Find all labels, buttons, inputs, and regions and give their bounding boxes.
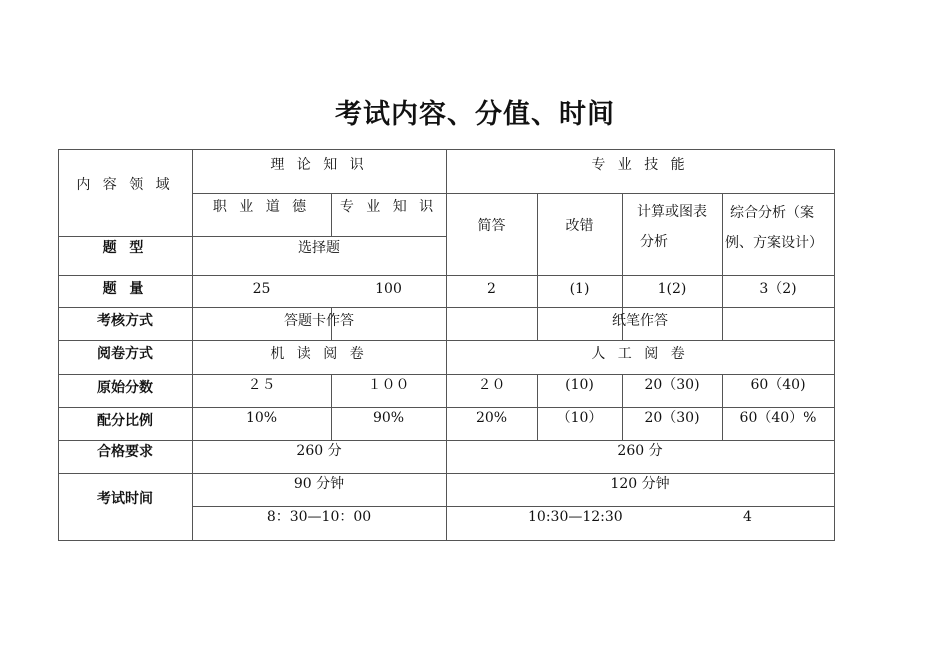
- skills-duration: 120 分钟: [610, 476, 670, 492]
- content-area-label: 内 容 领 域: [76, 177, 174, 193]
- table-border-right: [834, 149, 835, 541]
- table-cell: 20%: [475, 410, 508, 426]
- exam-method-skills: 纸笔作答: [612, 313, 668, 329]
- pass-requirement-label: 合格要求: [97, 444, 153, 460]
- theory-duration: 90 分钟: [293, 476, 345, 492]
- ethics-header: 职 业 道 德: [212, 199, 311, 215]
- table-cell: 3（2): [759, 281, 797, 297]
- table-cell: 90%: [372, 410, 405, 426]
- short-answer-header: 简答: [477, 218, 506, 234]
- table-cell: １００: [367, 377, 410, 393]
- theory-time-slot: 8：30—10：00: [266, 509, 372, 525]
- grading-method-theory: 机 读 阅 卷: [270, 346, 368, 362]
- exam-time-label: 考试时间: [97, 491, 153, 507]
- exam-method-label: 考核方式: [97, 313, 153, 329]
- knowledge-header: 专 业 知 识: [339, 199, 438, 215]
- table-cell: (1): [569, 281, 590, 297]
- question-type-label: 题 型: [102, 240, 148, 256]
- theory-knowledge-header: 理 论 知 识: [270, 157, 368, 173]
- calc-header-line2: 分析: [640, 234, 668, 250]
- grading-method-skills: 人 工 阅 卷: [591, 346, 689, 362]
- table-cell: ２５: [247, 377, 276, 393]
- grading-method-label: 阅卷方式: [97, 346, 153, 362]
- calc-header-line1: 计算或图表: [637, 204, 707, 220]
- comprehensive-header-line2: 例、方案设计）: [725, 235, 823, 251]
- skills-time-slot: 10:30—12:30: [528, 509, 623, 525]
- skills-time-extra: 4: [743, 509, 752, 525]
- correction-header: 改错: [565, 218, 594, 234]
- table-cell: 10%: [245, 410, 278, 426]
- question-type-value: 选择题: [298, 240, 340, 256]
- table-cell: 1(2): [657, 281, 687, 297]
- weight-ratio-label: 配分比例: [97, 413, 153, 429]
- table-cell: 2: [487, 281, 496, 297]
- comprehensive-header-line1: 综合分析（案: [730, 205, 814, 221]
- table-cell: （10）: [556, 410, 603, 426]
- table-cell: (10): [565, 377, 594, 393]
- table-cell: ２０: [477, 377, 506, 393]
- table-cell: 60（40): [750, 377, 806, 393]
- pass-requirement-skills: 260 分: [617, 443, 663, 459]
- exam-method-theory: 答题卡作答: [284, 313, 354, 329]
- professional-skills-header: 专 业 技 能: [591, 157, 689, 173]
- table-cell: 100: [375, 281, 402, 297]
- pass-requirement-theory: 260 分: [296, 443, 342, 459]
- raw-score-label: 原始分数: [97, 380, 153, 396]
- table-cell: 25: [252, 281, 271, 297]
- table-cell: 60（40）%: [739, 410, 817, 426]
- page-title: 考试内容、分值、时间: [335, 99, 615, 130]
- question-count-label: 题 量: [102, 281, 148, 297]
- table-cell: 20（30): [644, 377, 700, 393]
- table-cell: 20（30): [644, 410, 700, 426]
